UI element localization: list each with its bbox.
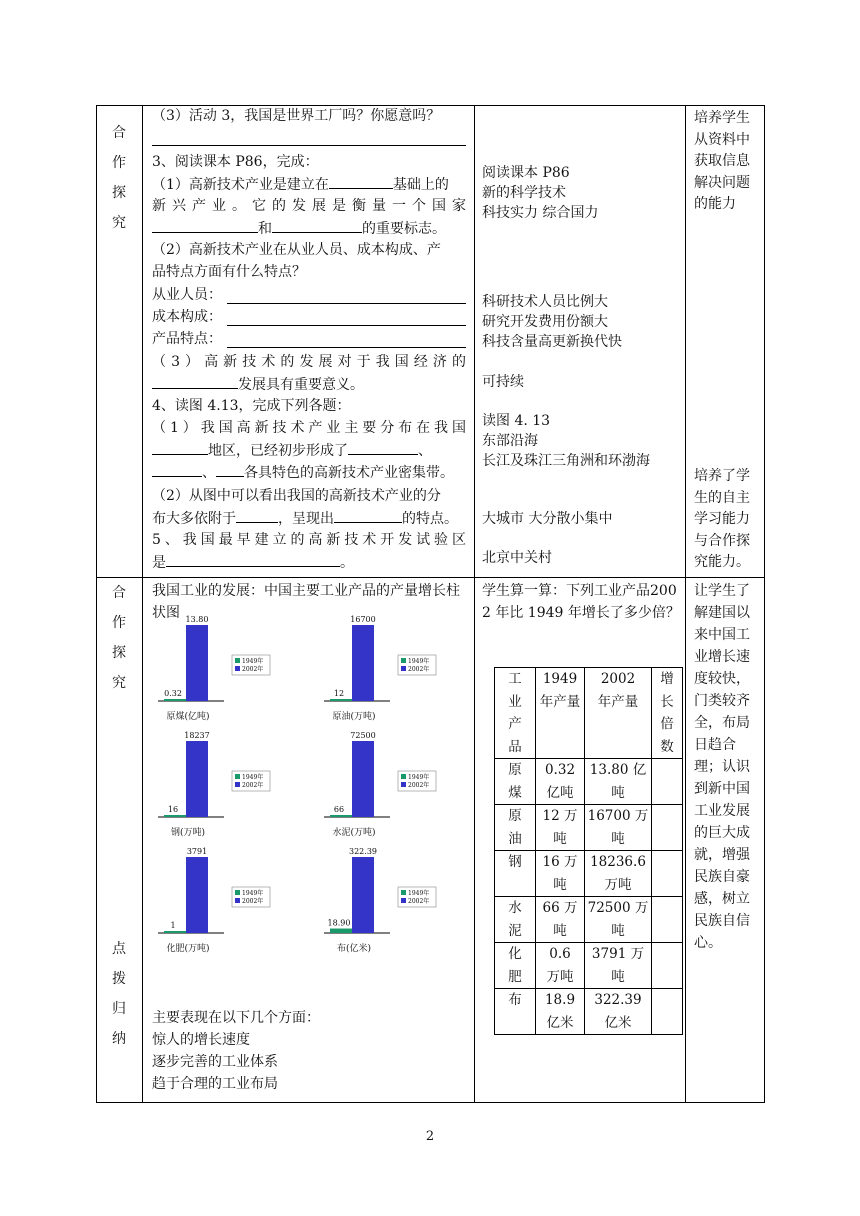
growth-multiple-cell[interactable] <box>652 943 683 989</box>
table-row <box>495 851 683 897</box>
summary-point-1: 惊人的增长速度 <box>152 1032 250 1048</box>
answer-line-10: 长江及珠江三角洲和环渤海 <box>482 453 650 469</box>
growth-multiple-cell[interactable] <box>652 989 683 1035</box>
blank-field[interactable] <box>152 374 238 389</box>
table-row <box>495 759 683 805</box>
chart-x-label: 原煤(亿吨) <box>166 712 210 722</box>
objective-text-3: 让学生了解建国以来中国工业增长速度较快，门类较齐全，布局日趋合理；认识到新中国工业发展的巨大成就，增强民族自豪感，树立民族自信心。 <box>694 583 750 951</box>
answer-line[interactable] <box>227 303 466 304</box>
table-row <box>495 989 683 1035</box>
chart-data-label: 13.80 <box>185 615 209 624</box>
table-cell: 布 <box>495 989 536 1035</box>
table-cell: 0.32 亿吨 <box>536 759 585 805</box>
chart-legend-label: 1949年 <box>408 774 430 781</box>
answer-line[interactable] <box>227 347 466 348</box>
table-cell: 18.9 亿米 <box>536 989 585 1035</box>
section-label-lower-top: 合 作 探 究 <box>112 585 126 691</box>
chart-data-label: 16 <box>167 805 179 814</box>
question-3-1-line1: （1）高新技术产业是建立在 基础上的 <box>152 174 449 195</box>
chart-legend-label: 2002年 <box>408 898 430 905</box>
chart-legend-swatch <box>401 890 406 895</box>
chart-x-label: 化肥(万吨) <box>166 944 210 954</box>
question-3-3-line1: （3）高新技术的发展对于我国经济的 <box>152 354 466 370</box>
chart-legend-label: 2002年 <box>242 782 264 789</box>
chart-legend-label: 1949年 <box>408 890 430 897</box>
growth-multiple-cell[interactable] <box>652 805 683 851</box>
table-cell: 0.6 万吨 <box>536 943 585 989</box>
chart-legend-label: 1949年 <box>242 658 264 665</box>
calculation-prompt: 学生算一算：下列工业产品2002 年比 1949 年增长了多少倍？ <box>482 583 680 621</box>
blank-field[interactable] <box>152 462 202 477</box>
chart-bar-1949年 <box>330 699 352 701</box>
question-4-1-line2: 地区，已经初步形成了 、 <box>152 440 432 461</box>
chart-bar-2002年 <box>186 741 208 817</box>
feature-label: 产品特点： <box>152 331 222 347</box>
chart-data-label: 16700 <box>350 615 376 624</box>
page-number: 2 <box>425 1129 435 1144</box>
answer-line-12: 北京中关村 <box>482 550 552 566</box>
chart-legend-label: 2002年 <box>408 782 430 789</box>
blank-field[interactable] <box>166 552 340 567</box>
chart-legend-swatch <box>401 782 406 787</box>
table-cell: 66 万 吨 <box>536 897 585 943</box>
chart-bar-2002年 <box>186 857 208 933</box>
table-cell: 化 肥 <box>495 943 536 989</box>
question-3-1-line3: 和 的重要标志。 <box>152 218 446 239</box>
chart-data-label: 1 <box>170 921 176 930</box>
answer-line-11: 大城市 大分散小集中 <box>482 511 613 527</box>
chart-data-label: 72500 <box>350 731 376 740</box>
chart-legend-swatch <box>401 658 406 663</box>
table-row <box>495 943 683 989</box>
chart-legend-swatch <box>235 782 240 787</box>
chart-data-label: 66 <box>333 805 345 814</box>
chart-legend-swatch <box>235 890 240 895</box>
blank-field[interactable] <box>334 508 402 523</box>
answer-line[interactable] <box>227 325 466 326</box>
question-5-line2: 是 。 <box>152 552 354 573</box>
table-row <box>495 897 683 943</box>
question-activity-3: （3）活动 3，我国是世界工厂吗？你愿意吗？ <box>152 108 441 124</box>
table-cell: 322.39 亿米 <box>585 989 652 1035</box>
chart-bar-1949年 <box>164 815 186 817</box>
summary-point-2: 逐步完善的工业体系 <box>152 1054 278 1070</box>
table-cell: 72500 万吨 <box>585 897 652 943</box>
table-cell: 原 油 <box>495 805 536 851</box>
question-3-2-line1: （2）高新技术产业在从业人员、成本构成、产 <box>152 242 441 258</box>
answer-line-3: 科技实力 综合国力 <box>482 205 599 221</box>
chart-bar-1949年 <box>164 699 186 701</box>
table-cell: 水 泥 <box>495 897 536 943</box>
answer-line-9: 东部沿海 <box>482 433 538 449</box>
production-table <box>494 667 683 1035</box>
answer-line-4: 科研技术人员比例大 <box>482 294 608 310</box>
chart-x-label: 原油(万吨) <box>332 712 376 722</box>
answer-line-7: 可持续 <box>482 374 524 390</box>
chart-legend-label: 2002年 <box>242 666 264 673</box>
table-header-cell: 2002 年产量 <box>585 668 652 759</box>
chart-legend-swatch <box>401 666 406 671</box>
table-row <box>495 805 683 851</box>
column-divider <box>474 105 475 1102</box>
table-cell: 原 煤 <box>495 759 536 805</box>
chart-legend-label: 2002年 <box>242 898 264 905</box>
question-4-1-line3: 、 各具特色的高新技术产业密集带。 <box>152 462 454 483</box>
blank-field[interactable] <box>216 462 244 477</box>
question-4-intro: 4、读图 4.13，完成下列各题： <box>152 398 351 414</box>
summary-point-3: 趋于合理的工业布局 <box>152 1076 278 1092</box>
chart-legend-swatch <box>401 774 406 779</box>
chart-legend-label: 2002年 <box>408 666 430 673</box>
chart-legend-swatch <box>401 898 406 903</box>
answer-line-5: 研究开发费用份额大 <box>482 314 608 330</box>
charts-heading: 我国工业的发展：中国主要工业产品的产量增长柱状图 <box>152 583 460 621</box>
cost-label: 成本构成： <box>152 309 222 325</box>
chart-bar-2002年 <box>186 625 208 701</box>
chart-data-label: 0.32 <box>164 689 182 698</box>
section-label-upper: 合 作 探 究 <box>112 125 126 231</box>
chart-data-label: 12 <box>333 689 345 698</box>
chart-legend-swatch <box>235 658 240 663</box>
table-cell: 13.80 亿吨 <box>585 759 652 805</box>
table-header-row <box>495 668 683 759</box>
blank-field[interactable] <box>152 218 258 233</box>
summary-intro: 主要表现在以下几个方面： <box>152 1010 320 1026</box>
answer-line-6: 科技含量高更新换代快 <box>482 334 622 350</box>
answer-line-2: 新的科学技术 <box>482 185 566 201</box>
chart-bar-2002年 <box>352 857 374 933</box>
table-cell: 3791 万吨 <box>585 943 652 989</box>
answer-line-1: 阅读课本 P86 <box>482 165 570 181</box>
blank-field[interactable] <box>152 440 208 455</box>
production-charts <box>152 615 468 954</box>
table-header-cell: 工 业 产 品 <box>495 668 536 759</box>
growth-multiple-cell[interactable] <box>652 851 683 897</box>
growth-multiple-cell[interactable] <box>652 897 683 943</box>
chart-bar-1949年 <box>330 815 352 817</box>
objective-text-1: 培养学生从资料中获取信息解决问题的能力 <box>694 110 750 213</box>
table-header-cell: 1949 年产量 <box>536 668 585 759</box>
column-divider <box>685 105 686 1102</box>
chart-legend-label: 1949年 <box>408 658 430 665</box>
answer-line[interactable] <box>152 145 466 146</box>
chart-x-label: 布(亿米) <box>336 944 372 954</box>
question-4-2-line1: （2）从图中可以看出我国的高新技术产业的分 <box>152 488 441 504</box>
question-4-1-line1: （1）我国高新技术产业主要分布在我国 <box>152 420 466 436</box>
column-divider <box>142 105 143 1102</box>
chart-legend-label: 1949年 <box>242 774 264 781</box>
lesson-table <box>96 105 765 1103</box>
question-3-intro: 3、阅读课本 P86，完成： <box>152 154 319 170</box>
question-3-2-line2: 品特点方面有什么特点？ <box>152 264 306 280</box>
table-cell: 钢 <box>495 851 536 897</box>
answer-line-8: 读图 4. 13 <box>482 413 551 429</box>
staff-label: 从业人员： <box>152 287 222 303</box>
row-divider <box>96 577 764 578</box>
chart-x-label: 水泥(万吨) <box>332 828 376 838</box>
table-cell: 16700 万吨 <box>585 805 652 851</box>
chart-data-label: 322.39 <box>349 847 377 856</box>
chart-bar-2002年 <box>352 741 374 817</box>
chart-legend-swatch <box>235 898 240 903</box>
blank-field[interactable] <box>348 440 418 455</box>
chart-bar-1949年 <box>164 931 186 933</box>
table-cell: 16 万 吨 <box>536 851 585 897</box>
section-label-lower-bottom: 点 拨 归 纳 <box>112 941 126 1047</box>
chart-legend-swatch <box>235 666 240 671</box>
question-3-3-line2: 发展具有重要意义。 <box>152 374 364 395</box>
chart-bar-1949年 <box>330 929 352 933</box>
chart-data-label: 18.90 <box>327 918 351 928</box>
chart-data-label: 3791 <box>186 847 208 856</box>
chart-x-label: 钢(万吨) <box>170 828 206 838</box>
table-cell: 12 万 吨 <box>536 805 585 851</box>
chart-data-label: 18237 <box>184 731 210 740</box>
blank-field[interactable] <box>236 508 278 523</box>
chart-legend-swatch <box>235 774 240 779</box>
objective-text-2: 培养了学生的自主学习能力与合作探究能力。 <box>694 468 750 571</box>
blank-field[interactable] <box>329 174 393 189</box>
chart-legend-label: 1949年 <box>242 890 264 897</box>
table-cell: 18236.6 万吨 <box>585 851 652 897</box>
blank-field[interactable] <box>272 218 362 233</box>
chart-bar-2002年 <box>352 625 374 701</box>
table-header-cell: 增 长 倍 数 <box>652 668 683 759</box>
question-5-line1: 5、我国最早建立的高新技术开发试验区 <box>152 532 466 548</box>
growth-multiple-cell[interactable] <box>652 759 683 805</box>
question-3-1-line2: 新兴产业。它的发展是衡量一个国家 <box>152 198 466 214</box>
question-4-2-line2: 布大多依附于 ，呈现出 的特点。 <box>152 508 458 529</box>
